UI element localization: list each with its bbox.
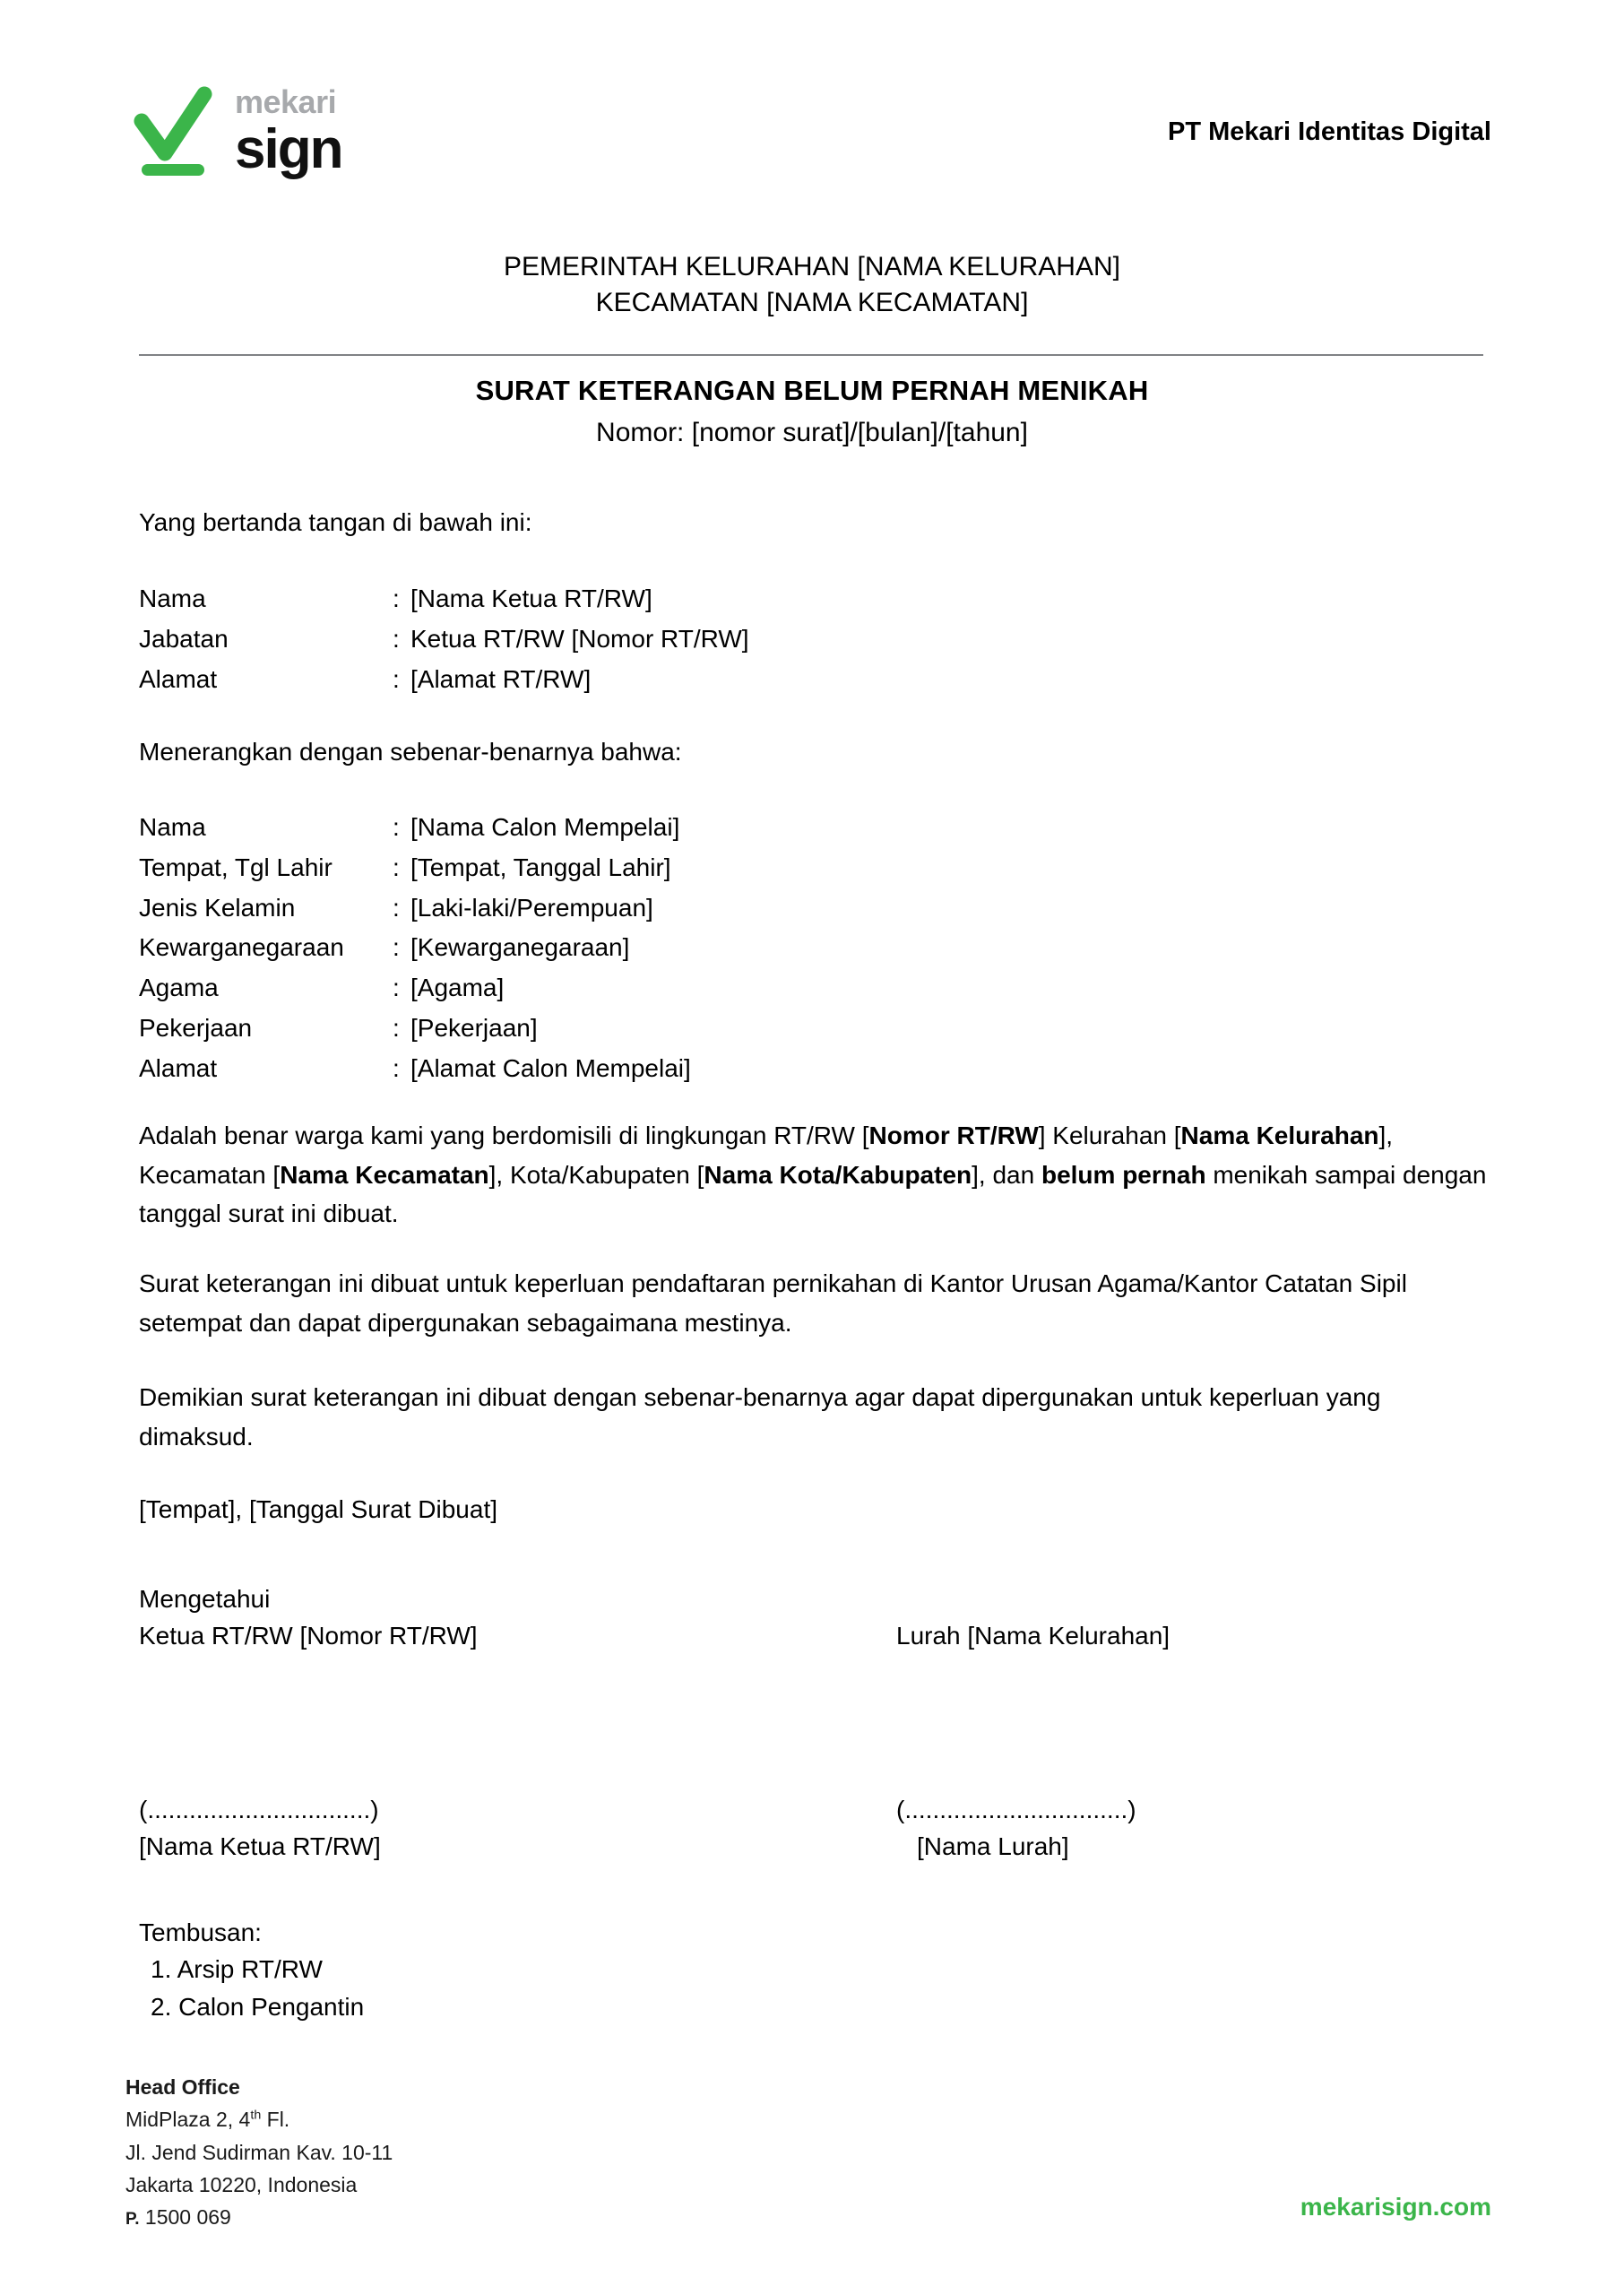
signature-dots-row bbox=[139, 1791, 1394, 1828]
field-value: [Laki-laki/Perempuan] bbox=[410, 893, 653, 922]
field-label: Kewarganegaraan bbox=[139, 933, 344, 962]
letterhead-block bbox=[133, 249, 1491, 320]
logo-wordmark bbox=[235, 83, 342, 180]
placeholder-nomor-rtrw: Nomor RT/RW bbox=[868, 1122, 1039, 1149]
footer-phone-line bbox=[125, 2201, 393, 2233]
field-label: Alamat bbox=[139, 1053, 218, 1082]
footer-office-title: Head Office bbox=[125, 2075, 240, 2099]
table-row bbox=[139, 1010, 691, 1051]
field-value: [Tempat, Tanggal Lahir] bbox=[410, 853, 671, 881]
ordinal-suffix: th bbox=[250, 2108, 262, 2123]
field-value: Ketua RT/RW [Nomor RT/RW] bbox=[410, 624, 749, 653]
paragraph-closing: Demikian surat keterangan ini dibuat dengan sebenar-benarnya agar dapat dipergunakan untuk keperluan yang dimaksud. bbox=[139, 1383, 1381, 1451]
signature-blank-space bbox=[139, 1655, 1394, 1791]
field-label: Tempat, Tgl Lahir bbox=[139, 853, 333, 881]
table-row bbox=[139, 850, 691, 890]
field-value: [Nama Ketua RT/RW] bbox=[410, 585, 652, 612]
field-separator: : bbox=[393, 813, 400, 841]
footer-address-line-3: Jakarta 10220, Indonesia bbox=[125, 2172, 358, 2196]
table-row bbox=[139, 970, 691, 1010]
field-separator: : bbox=[393, 933, 400, 962]
letterhead-line-2: KECAMATAN [NAMA KECAMATAN] bbox=[595, 287, 1029, 317]
field-value: [Agama] bbox=[410, 974, 505, 1001]
placeholder-nama-kecamatan: Nama Kecamatan bbox=[280, 1160, 489, 1189]
signature-title-left: Ketua RT/RW [Nomor RT/RW] bbox=[139, 1622, 478, 1650]
text-fragment: ], dan bbox=[972, 1160, 1041, 1189]
placeholder-nama-kelurahan: Nama Kelurahan bbox=[1180, 1122, 1379, 1149]
paragraph-domicile bbox=[139, 1116, 1488, 1234]
footer-website-link[interactable]: mekarisign.com bbox=[1300, 2193, 1491, 2221]
field-label: Alamat bbox=[139, 664, 218, 693]
field-label: Jabatan bbox=[139, 624, 229, 653]
document-header bbox=[133, 79, 1491, 185]
signer-field-table bbox=[139, 581, 749, 701]
letterhead-line-1: PEMERINTAH KELURAHAN [NAMA KELURAHAN] bbox=[504, 252, 1120, 281]
field-separator: : bbox=[393, 893, 400, 922]
table-row bbox=[139, 930, 691, 970]
paragraph-purpose: Surat keterangan ini dibuat untuk keperluan pendaftaran pernikahan di Kantor Urusan Agama/Kantor Catatan Sipil setempat dan dapat dipergunakan sebagaimana mestinya. bbox=[139, 1269, 1407, 1337]
text-fragment: ] Kelurahan [ bbox=[1038, 1122, 1181, 1149]
field-label: Nama bbox=[139, 813, 206, 841]
list-item: 2. Calon Pengantin bbox=[151, 1992, 365, 2021]
acknowledge-label: Mengetahui bbox=[139, 1585, 271, 1613]
place-and-date-line: [Tempat], [Tanggal Surat Dibuat] bbox=[139, 1495, 497, 1523]
table-row bbox=[139, 621, 749, 662]
intro-line: Yang bertanda tangan di bawah ini: bbox=[139, 508, 532, 536]
phone-label: P. bbox=[125, 2210, 140, 2230]
signature-area bbox=[139, 1581, 1394, 1866]
green-check-icon bbox=[133, 85, 215, 178]
field-separator: : bbox=[393, 974, 400, 1001]
tembusan-block bbox=[139, 1914, 364, 2025]
field-label: Jenis Kelamin bbox=[139, 893, 296, 922]
table-row bbox=[139, 581, 749, 621]
signature-line-right: (................................) bbox=[896, 1795, 1136, 1823]
emphasis-belum-pernah: belum pernah bbox=[1041, 1160, 1206, 1189]
signature-name-row bbox=[139, 1828, 1394, 1865]
field-label: Agama bbox=[139, 974, 219, 1001]
field-label: Nama bbox=[139, 585, 206, 612]
field-label: Pekerjaan bbox=[139, 1013, 253, 1042]
field-value: [Nama Calon Mempelai] bbox=[410, 813, 680, 841]
field-value: [Alamat Calon Mempelai] bbox=[410, 1053, 691, 1082]
field-value: [Alamat RT/RW] bbox=[410, 664, 592, 693]
acknowledge-spacer bbox=[896, 1581, 1394, 1617]
field-value: [Kewarganegaraan] bbox=[410, 933, 630, 962]
table-row bbox=[139, 810, 691, 850]
phone-number: 1500 069 bbox=[144, 2205, 231, 2230]
text-fragment: menikah sampai dengan tanggal surat ini dibuat. bbox=[139, 1160, 1487, 1228]
address-street-pre: MidPlaza 2, 4 bbox=[125, 2108, 251, 2132]
footer-address-block bbox=[125, 2071, 393, 2234]
footer-address-line-2: Jl. Jend Sudirman Kav. 10-11 bbox=[125, 2140, 393, 2164]
table-row bbox=[139, 1051, 691, 1091]
signature-name-right: [Nama Lurah] bbox=[917, 1832, 1069, 1861]
logo-word-mekari: mekari bbox=[235, 83, 337, 120]
address-street-post: Fl. bbox=[261, 2108, 290, 2132]
text-fragment: ], Kota/Kabupaten [ bbox=[488, 1160, 704, 1189]
tembusan-title: Tembusan: bbox=[139, 1918, 262, 1946]
header-divider bbox=[139, 354, 1483, 356]
table-row bbox=[139, 662, 749, 702]
placeholder-nama-kota-kabupaten: Nama Kota/Kabupaten bbox=[704, 1160, 972, 1189]
signature-line-left: (................................) bbox=[139, 1795, 379, 1823]
company-name: PT Mekari Identitas Digital bbox=[1168, 117, 1491, 146]
list-item: 1. Arsip RT/RW bbox=[151, 1955, 323, 1984]
signature-acknowledge-row bbox=[139, 1581, 1394, 1617]
subject-field-table bbox=[139, 810, 691, 1090]
field-value: [Pekerjaan] bbox=[410, 1013, 538, 1042]
signature-name-left: [Nama Ketua RT/RW] bbox=[139, 1832, 381, 1861]
document-number: Nomor: [nomor surat]/[bulan]/[tahun] bbox=[596, 418, 1028, 447]
signature-title-right: Lurah [Nama Kelurahan] bbox=[896, 1622, 1170, 1650]
field-separator: : bbox=[393, 664, 400, 693]
field-separator: : bbox=[393, 853, 400, 881]
mekari-sign-logo bbox=[133, 85, 341, 178]
declaration-line: Menerangkan dengan sebenar-benarnya bahwa: bbox=[139, 738, 682, 766]
signature-title-row bbox=[139, 1617, 1394, 1654]
text-fragment: ], Kecamatan [ bbox=[139, 1122, 1394, 1189]
field-separator: : bbox=[393, 1053, 400, 1082]
field-separator: : bbox=[393, 1013, 400, 1042]
footer-address-line-1 bbox=[125, 2103, 393, 2135]
text-fragment: Adalah benar warga kami yang berdomisili di lingkungan RT/RW [ bbox=[139, 1122, 869, 1149]
field-separator: : bbox=[393, 585, 400, 612]
field-separator: : bbox=[393, 624, 400, 653]
document-title: SURAT KETERANGAN BELUM PERNAH MENIKAH bbox=[475, 375, 1149, 406]
table-row bbox=[139, 890, 691, 931]
logo-word-sign: sign bbox=[235, 118, 342, 180]
